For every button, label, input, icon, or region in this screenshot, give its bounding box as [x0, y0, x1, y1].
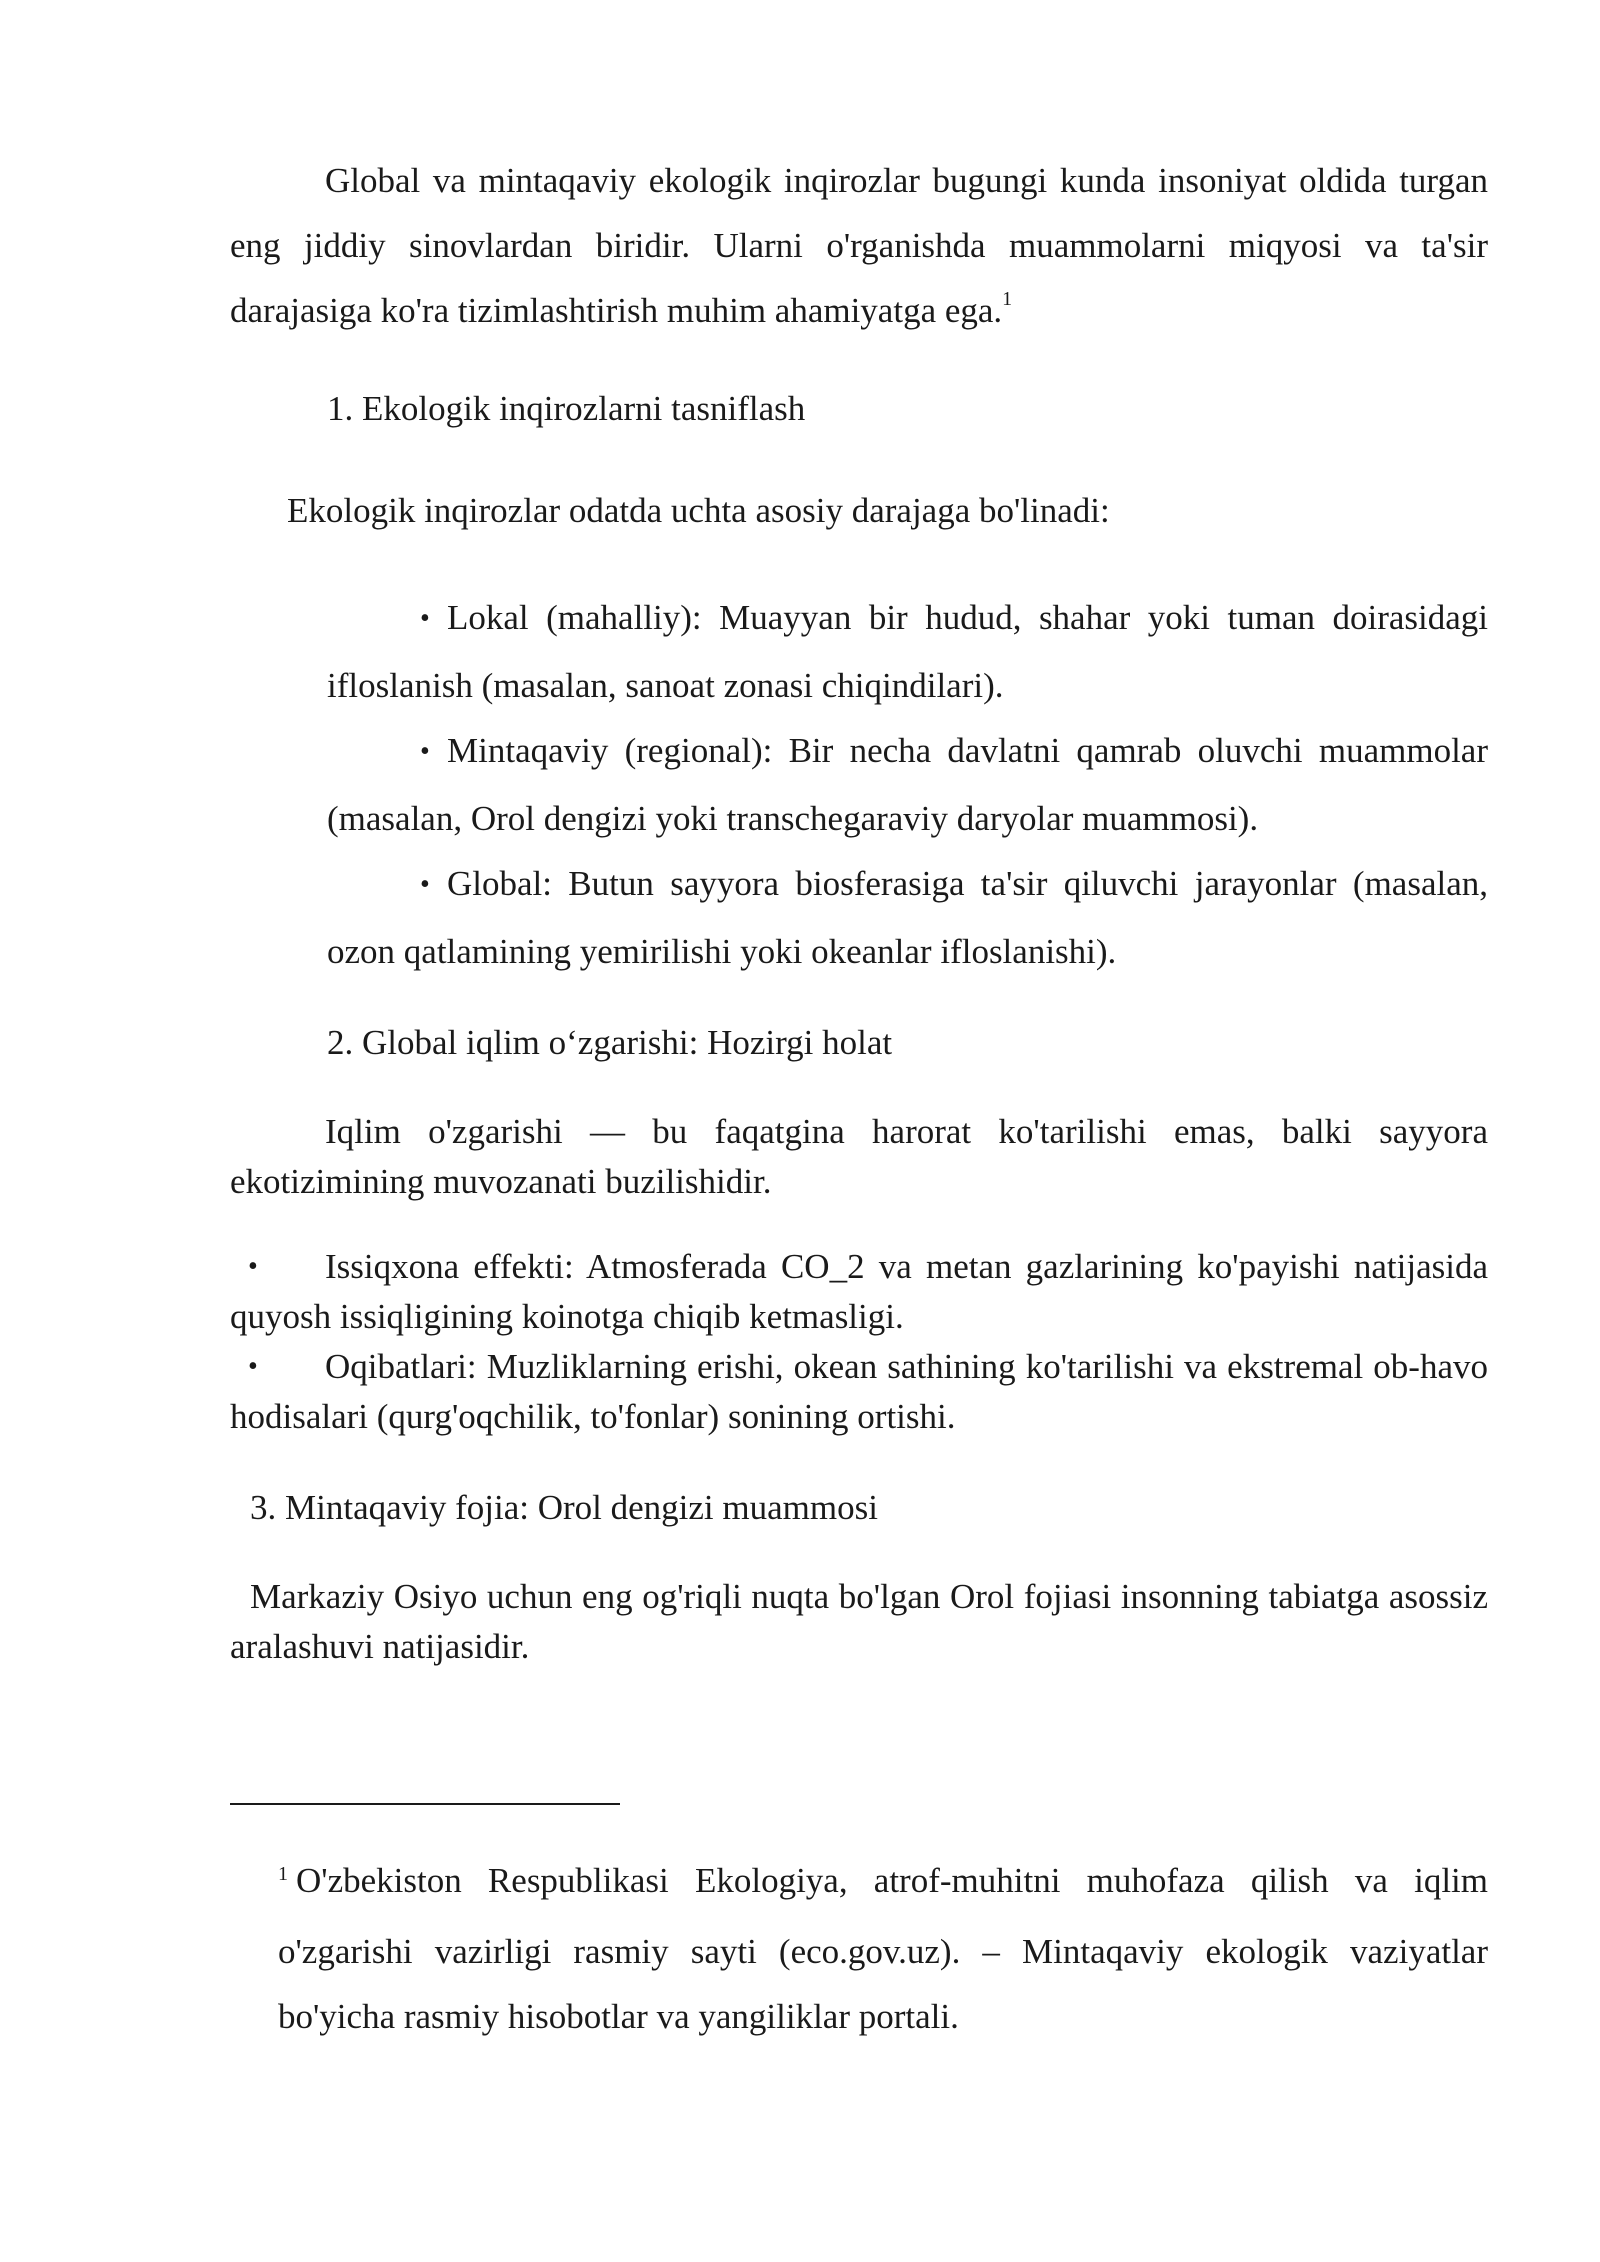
bullet-icon: •	[248, 1251, 258, 1282]
footnote-text: O'zbekiston Respublikasi Ekologiya, atrof-muhitni muhofaza qilish va iqlim o'zgarishi vazirligi rasmiy sayti (eco.gov.uz). – Mintaqaviy ekologik vaziyatlar bo'yicha rasmiy hisobotlar va yangiliklar portali.	[278, 1861, 1488, 2036]
bullet-icon: •	[420, 736, 430, 767]
footnote-separator	[230, 1803, 620, 1805]
footnote-reference[interactable]: 1	[1002, 288, 1013, 311]
footnote-mark: 1	[278, 1863, 288, 1885]
climate-effects-list	[230, 1242, 1488, 1442]
section2-heading: 2. Global iqlim o‘zgarishi: Hozirgi holat	[327, 1023, 893, 1062]
section2-lead: Iqlim o'zgarishi — bu faqatgina harorat ko'tarilishi emas, balki sayyora ekotizimining muvozanati buzilishidir.	[230, 1112, 1488, 1201]
list-item-text: Issiqxona effekti: Atmosferada CO_2 va metan gazlarining ko'payishi natijasida quyosh issiqligining koinotga chiqib ketmasligi.	[230, 1247, 1488, 1336]
footnote	[278, 1848, 1488, 2049]
list-item	[230, 1342, 1488, 1442]
list-item	[327, 851, 1488, 984]
bullet-icon: •	[420, 869, 430, 900]
list-item	[327, 718, 1488, 851]
section3-lead: Markaziy Osiyo uchun eng og'riqli nuqta bo'lgan Orol fojiasi insonning tabiatga asossiz aralashuvi natijasidir.	[230, 1577, 1488, 1666]
intro-paragraph	[230, 148, 1488, 343]
list-item	[230, 1242, 1488, 1342]
list-item-text: Oqibatlari: Muzliklarning erishi, okean sathining ko'tarilishi va ekstremal ob-havo hodisalari (qurg'oqchilik, to'fonlar) sonining ortishi.	[230, 1347, 1488, 1436]
section3-heading: 3. Mintaqaviy fojia: Orol dengizi muammosi	[250, 1488, 878, 1527]
bullet-icon: •	[420, 603, 430, 634]
list-item-text: Global: Butun sayyora biosferasiga ta'sir qiluvchi jarayonlar (masalan, ozon qatlamining yemirilishi yoki okeanlar ifloslanishi).	[327, 864, 1488, 971]
crisis-levels-list	[327, 585, 1488, 984]
section1-lead: Ekologik inqirozlar odatda uchta asosiy darajaga bo'linadi:	[287, 491, 1110, 530]
list-item-text: Lokal (mahalliy): Muayyan bir hudud, shahar yoki tuman doirasidagi ifloslanish (masalan, sanoat zonasi chiqindilari).	[327, 598, 1488, 705]
intro-text: Global va mintaqaviy ekologik inqirozlar bugungi kunda insoniyat oldida turgan eng jiddiy sinovlardan biridir. Ularni o'rganishda muammolarni miqyosi va ta'sir darajasiga ko'ra tizimlashtirish muhim ahamiyatga ega.	[230, 161, 1488, 330]
section1-heading: 1. Ekologik inqirozlarni tasniflash	[327, 389, 806, 428]
bullet-icon: •	[248, 1351, 258, 1382]
list-item	[327, 585, 1488, 718]
list-item-text: Mintaqaviy (regional): Bir necha davlatni qamrab oluvchi muammolar (masalan, Orol dengizi yoki transchegaraviy daryolar muammosi).	[327, 731, 1488, 838]
